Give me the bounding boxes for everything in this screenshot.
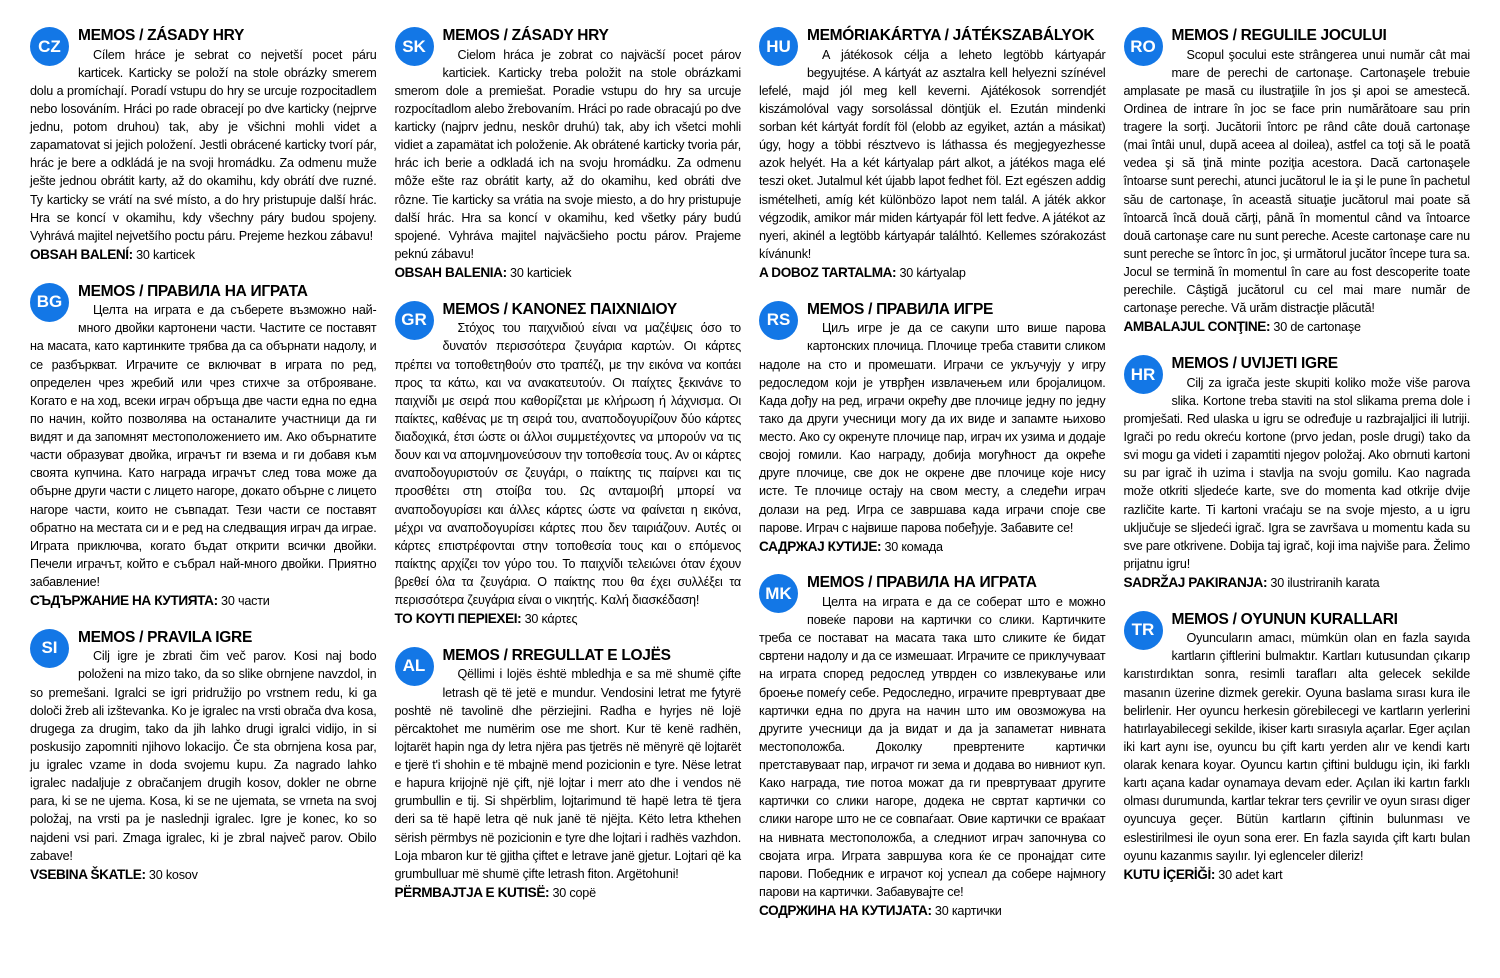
section-body-cz: Cílem hráce je sebrat co nejvetší pocet páru karticek. Karticky se položí na stole obrázky smerem dolu a promíchají. Poradí vstupu do hry se urcuje rozpocitadlem nebo losováním. Hráci po rade obracejí po dve karticky (nejprve jednu, potom druhou) tak, aby je všichni mohli videt a zapamatovat si jejich položení. Jestli obrácené karticky tvorí pár, hrác je bere a odkládá je na svoji hromádku. Za odmenu muže ješte jednou obrátit karty, až do okamihu, kdy obrátí dve ruzné. Ty karticky se vrátí na své místo, a do hry pristupuje další hrác. Hra se koncí v okamihu, kdy všechny páry budou spojeny. Vyhrává majitel nejvetšího poctu páru. Prejeme hezkou zábavu!: [30, 47, 377, 243]
section-body-al: Qëllimi i lojës është mbledhja e sa më shumë çifte letrash që të jetë e mundur. Vendosini letrat me fytyrë poshtë në tavolinë dhe përziejini. Radha e hyrjes në lojë përcaktohet me numërim ose me short. Kur të kenë radhën, lojtarët hapin nga dy letra njëra pas tjetrës në mënyrë që lojtarët e tjerë t'i shohin e të mbajnë mend pozicionin e tyre. Nëse letrat e hapura krijojnë një çift, një lojtar i merr ato dhe i vendos në grumbullin e tij. Si shpërblim, lojtarimund të hapë letra të tjera deri sa të hapë letra që nuk janë të njëjta. Këto letra kthehen sërish përmbys në pozicionin e tyre dhe lojtari i radhës vazhdon. Loja mbaron kur të gjitha çiftet e letrave janë gjetur. Lojtari që ka grumbulluar më shumë çifte letrash fiton. Argëtohuni!: [394, 667, 741, 881]
column-1: [30, 26, 377, 968]
box-contents-ro: [1124, 317, 1471, 337]
language-badge-hu: HU: [759, 27, 798, 66]
language-badge-si: SI: [30, 629, 69, 668]
section-heading-tr: MEMOS / OYUNUN KURALLARI: [1171, 610, 1398, 628]
contents-label: СЪДЪРЖАНИЕ НА КУТИЯТА:: [30, 593, 218, 609]
contents-value: 30 части: [221, 594, 270, 609]
section-heading-hu: MEMÓRIAKÁRTYA / JÁTÉKSZABÁLYOK: [807, 27, 1095, 44]
language-badge-sk: SK: [395, 27, 434, 66]
box-contents-hr: [1124, 573, 1471, 593]
contents-value: 30 картички: [934, 904, 1002, 919]
contents-value: 30 ilustriranih karata: [1270, 576, 1380, 590]
section-body-hr: Cilj za igrača jeste skupiti koliko može više parova slika. Kortone treba staviti na stol slikama prema dole i promješati. Red ulaska u igru se određuje u razbrajaljici ili lutriji. Igrači po redu okreću kortone (prvo jedan, posle drugi) tako da svi mogu ga videti i zapamtiti njegov položaj. Ako obrnuti kartoni su par igrač ih uzima i stavlja na svoju gomilu. Kao nagrada može otkriti sljedeće karte, sve do momenta kad otkrije dvije različite karte. Ti kartoni vraćaju se na svoje mjesto, a u igru uključuje se sljedeći igrač. Igra se završava u momentu kada su sve pare otkrivene. Dobija taj igrač, koji ima najviše para. Želimo prijatnu igru!: [1123, 375, 1470, 571]
language-badge-tr: TR: [1124, 611, 1163, 650]
section-heading-rs: MEMOS / ПРАВИЛА ИГРЕ: [807, 300, 994, 318]
language-badge-mk: MK: [759, 574, 798, 613]
contents-value: 30 κάρτες: [524, 612, 578, 627]
contents-value: 30 karticiek: [510, 266, 572, 281]
section-bg: [30, 282, 377, 611]
section-rs: [759, 300, 1106, 557]
language-badge-rs: RS: [759, 301, 798, 340]
section-body-mk: Целта на играта е да се соберат што е можно повеќе парови на картички со слики. Картичките треба се постават на масата така што сликите ќе бидат свртени надолу и да се измешаат. Играчите се приклучуваат на играта според редослед утврден со извлекување или броење помеѓу себе. Редоследно, играчите превртуваат две картички една по друга на начин што им овозможува на другите учесници да ја видат и да ја запаметат нивната местоположба. Доколку превртените картички претставуваат пар, играчот ги зема и додава во нивниот куп. Како награда, тие потоа можат да ги превртуваат другите картички со слики нагоре, додека не свртат картички со слики нагоре што не се совпаѓаат. Овие картички се враќаат на нивната местоположба, а следниот играч започнува со својата игра. Играта завршува кога ќе се пронајдат сите парови. Победник е играчот кој успеал да собере најмногу парови на картички. Забавувајте се!: [759, 594, 1106, 899]
section-ro: [1124, 26, 1471, 337]
contents-label: СОДРЖИНА НА КУТИЈАТА:: [759, 903, 932, 919]
section-si: [30, 628, 377, 885]
section-gr: [395, 300, 742, 629]
language-badge-hr: HR: [1124, 355, 1163, 394]
language-badge-cz: CZ: [30, 27, 69, 66]
box-contents-hu: [759, 263, 1106, 283]
contents-value: 30 kosov: [148, 867, 198, 882]
contents-label: A DOBOZ TARTALMA:: [759, 265, 897, 281]
contents-label: KUTU İÇERİĞİ:: [1123, 866, 1215, 882]
section-hr: [1124, 354, 1471, 593]
column-4: [1124, 26, 1471, 968]
contents-value: 30 karticek: [136, 247, 195, 262]
box-contents-sk: [395, 263, 742, 283]
contents-label: SADRŽAJ PAKIRANJA:: [1123, 575, 1268, 590]
section-sk: [395, 26, 742, 283]
section-body-hu: A játékosok célja a leheto legtöbb kártyapár begyujtése. A kártyát az asztalra kell helyezni színével lefelé, majd jól meg kell keverni. Ajátékosok sorrendjét kiszámolóval vagy sorsolással döntjük el. Ezután mindenki sorban két kártyát fordít föl (elobb az egyiket, aztán a másikat) úgy, hogy a többi résztvevo is láthassa és megjegyezhesse azok helyét. Ha a két kártyalap párt alkot, a játékos maga elé teszi oket. Jutalmul két újabb lapot fedhet föl. Ezt egészen addig ismételheti, amíg két különbözo lapot nem talál. A játék akkor végzodik, amikor már miden kártyapár föl lett fedve. A játékot az nyeri, akinél a legtöbb kártyapár találhtó. Kellemes szórakozást kívánunk!: [759, 47, 1106, 261]
contents-label: САДРЖАЈ КУТИЈЕ:: [759, 538, 882, 554]
contents-label: OBSAH BALENIA:: [394, 265, 507, 281]
box-contents-tr: [1124, 865, 1471, 885]
section-heading-bg: MEMOS / ПРАВИЛА НА ИГРАТА: [78, 282, 308, 300]
contents-label: PËRMBAJTJA E KUTISË:: [394, 884, 550, 900]
contents-label: AMBALAJUL CONŢINE:: [1123, 319, 1271, 335]
section-heading-si: MEMOS / PRAVILA IGRE: [78, 628, 252, 646]
section-body-si: Cilj igre je zbrati čim več parov. Kosi naj bodo položeni na mizo tako, da so slike obrnjene navzdol, in so premešani. Igralci se igri pridružijo po vrstnem redu, ki ga določi žreb ali izštevanka. Ko je igralec na vrsti obrača dva kosa, drugega za drugim, tako da jih lahko drugi igralci vidijo, in si poskusijo zapomniti njihovo lokacijo. Če sta obrnjena kosa par, ju igralec vzame in doda svojemu kupu. Za nagrado lahko igralec nadaljuje z obračanjem drugih kosov, dokler ne obrne para, ki se ne ujema. Kosa, ki se ne ujemata, se vrneta na svoj položaj, na vrsti pa je naslednji igralec. Igre je konec, ko so najdeni vsi pari. Zmaga igralec, ki je zbral največ parov. Obilo zabave!: [30, 649, 377, 863]
language-badge-ro: RO: [1124, 27, 1163, 66]
section-heading-sk: MEMOS / ZÁSADY HRY: [442, 27, 609, 44]
box-contents-gr: [395, 609, 742, 629]
box-contents-al: [395, 883, 742, 903]
section-mk: [759, 573, 1106, 920]
section-heading-gr: MEMOS / ΚΑΝΟΝΕΣ ΠΑΙΧΝΙΔΙΟΥ: [442, 300, 677, 318]
column-3: [759, 26, 1106, 968]
section-heading-al: MEMOS / RREGULLAT E LOJËS: [442, 646, 671, 664]
box-contents-rs: [759, 537, 1106, 557]
section-hu: [759, 26, 1106, 283]
section-heading-ro: MEMOS / REGULILE JOCULUI: [1171, 27, 1387, 44]
section-body-rs: Циљ игре је да се сакупи што више парова картонских плочица. Плочице треба ставити сликом надоле на сто и промешати. Играчи се укључују у игру редоследом који је утврђен извлачењем или бројалицом. Када дођу на ред, играчи окрећу две плочице једну по једну тако да други учесници могу да их виде и запамте њихово место. Ако су окренуте плочице пар, играч их узима и додаје својој гомили. Као награду, добија могућност да окреће друге плочице, све док не окрене две плочице које нису исте. Те плочице остају на свом месту, а следећи играч долази на ред. Игра се завршава када играчи споје све парове. Играч с највише парова побеђује. Забавите се!: [759, 321, 1106, 535]
section-tr: [1124, 610, 1471, 885]
contents-label: ΤΟ ΚΟΥΤΙ ΠΕΡΙΕΧΕΙ:: [394, 611, 522, 627]
section-body-ro: Scopul şocului este strângerea unui număr cât mai mare de perechi de cartonaşe. Cartonaşele trebuie amplasate pe masă cu ilustraţiile în jos şi apoi se amestecă. Ordinea de intrare în joc se face prin numărătoare sau prin tragere la sorţi. Jucătorii întorc pe rând câte două cartonaşe (mai întâi unul, după aceea al doilea), astfel ca toţi să le poată vedea şi să ţină minte poziţia acestora. Dacă cartonaşele întoarse sunt perechi, atunci jucătorul le ia şi le pune în pachetul său de cartonaşe, în această situaţie jucătorul mai poate să întoarcă încă două cărţi, până în momentul când va întoarce două cartonaşe care nu sunt pereche. Aceste cartonaşe care nu sunt pereche se întorc în joc, şi următorul jucător începe tura sa. Jocul se termină în momentul în care au fost descoperite toate perechile. Câştigă jucătorul cu cel mai mare număr de cartonaşe pereche. Vă urăm distracţie plăcută!: [1123, 47, 1470, 316]
section-body-tr: Oyuncuların amacı, mümkün olan en fazla sayıda kartların çiftlerini bulmaktır. Kartları kutusundan çıkarıp karıstırdıktan sonra, resimli tarafları alta gelecek sekilde masanın üzerine dizmek gerekir. Oyuna baslama sırası kura ile belirlenir. Her oyuncu herkesin görebilecegi ve kartların yerlerini hatırlayabilecegi sekilde, ikiser kartı sırasıyla açarlar. Eger açılan iki kart aynı ise, oyuncu bu çift kartı yerden alır ve kendi kartı olarak kenara koyar. Oyuncu kartın çiftini buldugu için, iki farklı kartı açana kadar oynamaya devam eder. Açılan iki kartın farklı olması durumunda, kartlar tekrar ters çevrilir ve oyun sırası diger oyuncuya geçer. Bütün kartların çiftinin bulunması ve eslestirilmesi ile oyun sona erer. En fazla sayıda çift kartı bulan oyunu kazanmıs sayılır. Iyi eglenceler dileriz!: [1123, 631, 1470, 863]
contents-value: 30 copë: [552, 885, 596, 900]
contents-label: VSEBINA ŠKATLE:: [30, 866, 146, 882]
box-contents-bg: [30, 591, 377, 611]
contents-value: 30 комада: [884, 539, 943, 554]
contents-value: 30 de cartonaşe: [1273, 320, 1361, 335]
section-body-gr: Στόχος του παιχνιδιού είναι να μαζέψεις όσο το δυνατόν περισσότερα ζευγάρια καρτών. Οι κάρτες πρέπει να τοποθετηθούν στο τραπέζι, με την εικόνα να κοιτάει προς τα κάτω, και να ανακατευτούν. Οι παίχτες ξεκινάνε το παιχνίδι με σειρά που καθορίζεται με κλήρωση ή λάχνισμα. Οι παίκτες, καθένας με τη σειρά του, αναποδογυρίζουν δύο κάρτες διαδοχικά, έτσι ώστε οι άλλοι συμμετέχοντες να μπορούν να τις δουν και να απομνημονεύσουν την τοποθεσία τους. Αν οι κάρτες αναποδογυριστούν σε ζευγάρι, ο παίκτης τις παίρνει και τις προσθέτει στη στοίβα του. Ως ανταμοιβή μπορεί να αναποδογυρίσει και άλλες κάρτες ώστε να φαίνεται η εικόνα, μέχρι να αναποδογυρίσει κάρτες που δεν ταιριάζουν. Αυτές οι κάρτες επιστρέφονται στην τοποθεσία τους και ο επόμενος παίκτης αρχίζει τον γύρο του. Το παιχνίδι τελειώνει όταν έχουν βρεθεί όλα τα ζευγάρια. Ο παίκτης που θα έχει συλλέξει τα περισσότερα ζευγάρια είναι ο νικητής. Καλή διασκέδαση!: [394, 321, 741, 608]
section-cz: [30, 26, 377, 265]
section-al: [395, 646, 742, 903]
section-heading-hr: MEMOS / UVIJETI IGRE: [1171, 355, 1338, 373]
contents-value: 30 adet kart: [1218, 867, 1283, 882]
contents-value: 30 kártyalap: [899, 266, 966, 281]
box-contents-cz: [30, 245, 377, 265]
section-heading-cz: MEMOS / ZÁSADY HRY: [78, 27, 244, 44]
box-contents-si: [30, 865, 377, 885]
section-heading-mk: MEMOS / ПРАВИЛА НА ИГРАТА: [807, 574, 1037, 592]
column-2: [395, 26, 742, 968]
box-contents-mk: [759, 901, 1106, 921]
section-body-bg: Целта на играта е да съберете възможно най-много двойки картонени части. Частите се поставят на масата, като картинките трябва да са обърнати надолу, и се разбъркват. Играчите се включват в играта по ред, определен чрез жребий или чрез стихче за отброяване. Когато е на ход, всеки играч обръща две части една по една по начин, който позволява на останалите участници да ги видят и да запомнят местоположението им. Ако обърнатите части образуват двойка, играчът ги взема и ги добавя към своята купчина. Като награда играчът след това може да обърне други части с лицето нагоре, докато обърне с лицето нагоре части, които не съвпадат. Тези части се поставят обратно на местата си и е ред на следващия играч да играе. Играта приключва, когато бъдат открити всички двойки. Печели играчът, който е събрал най-много двойки. Приятно забавление!: [30, 303, 377, 589]
contents-label: OBSAH BALENÍ:: [30, 246, 133, 262]
language-badge-bg: BG: [30, 283, 69, 322]
language-badge-al: AL: [395, 647, 434, 686]
language-badge-gr: GR: [395, 301, 434, 340]
section-body-sk: Cielom hráca je zobrat co najväcší pocet párov karticiek. Karticky treba položit na stole obrázkami smerom dole a premiešat. Poradie vstupu do hry sa urcuje rozpocítadlom alebo žrebovaním. Hráci po rade obracajú po dve karticky (najprv jednu, neskôr druhú) tak, aby ich všetci mohli vidiet a zapamätat ich položenie. Ak obrátené karticky tvoria pár, hrác ich berie a odkladá ich na svoju hromádku. Za odmenu môže ešte raz obrátit karty, až do okamihu, ked obráti dve rôzne. Tie karticky sa vrátia na svoje miesto, a do hry pristupuje další hrác. Hra sa koncí v okamihu, ked všetky páry budú spojené. Vyhráva majitel najväcšieho poctu párov. Prajeme peknú zábavu!: [394, 47, 741, 261]
